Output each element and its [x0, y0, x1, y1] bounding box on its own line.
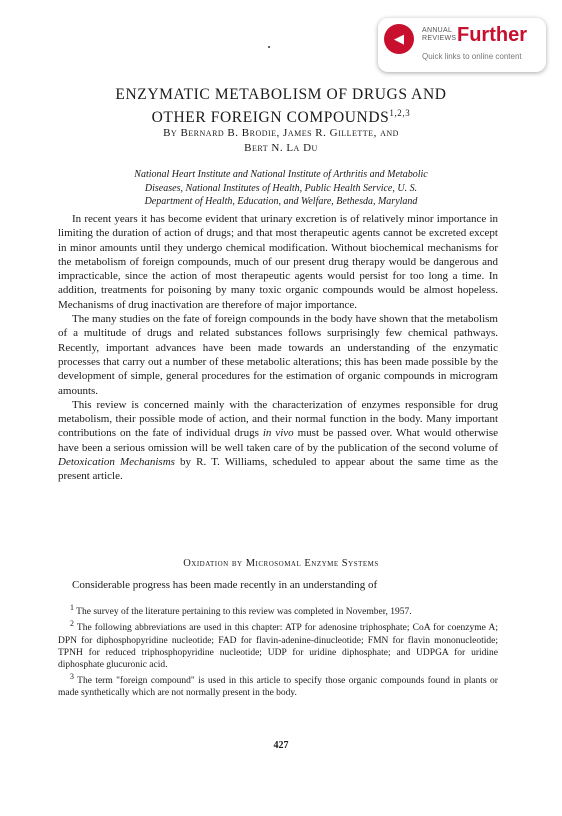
- footnote-2-mark: 2: [70, 619, 74, 629]
- footnote-1-text: The survey of the literature pertaining to this review was completed in November, 1957.: [76, 607, 412, 618]
- footnote-3: [58, 671, 498, 699]
- further-badge[interactable]: [378, 18, 546, 72]
- paragraph-3-italic-book-title: Detoxication Mechanisms: [58, 456, 175, 469]
- affiliation-line3: Department of Health, Education, and Welfare, Bethesda, Maryland: [144, 196, 418, 207]
- footnote-1-mark: 1: [70, 603, 74, 612]
- section-heading: Oxidation by Microsomal Enzyme Systems: [183, 558, 379, 569]
- affiliation: [0, 168, 562, 209]
- paragraph-3-part-a: This review is concerned mainly with the characterization of enzymes responsible for drug metabolism, their possible mode of action, and their normal function in the body. Many important contributions on the fate of individual drugs: [58, 398, 498, 440]
- article-body: [58, 212, 498, 484]
- paragraph-3: [58, 398, 498, 484]
- paragraph-3-italic-in-vivo: in vivo: [262, 427, 294, 440]
- paragraph-3-part-b: must be passed over. What would otherwise have been a serious omission will be well taken care of by the publication of the second volume of: [58, 427, 498, 454]
- badge-line2: REVIEWS: [422, 35, 457, 42]
- title-line2-text: OTHER FOREIGN COMPOUNDS: [151, 109, 390, 127]
- annual-reviews-logo-text: [422, 27, 456, 43]
- footnote-2-text: The following abbreviations are used in this chapter: ATP for adenosine triphosphate; CoA for coenzyme A; DPN for diphosphopyridine nucleotide; FAD for flavin-adenine-dinucleotide; FMN for flavin mononucleotide; TPNH for reduced triphosphopyridine nucleotide; UDP for uridine diphosphate; and UDPGA for uridine diphosphate glucuronic acid.: [58, 623, 498, 670]
- authors-line2: Bert N. La Du: [244, 142, 318, 154]
- footnote-1: [58, 602, 498, 618]
- title-line1: ENZYMATIC METABOLISM OF DRUGS AND: [115, 86, 447, 103]
- title-line2: [0, 104, 562, 127]
- badge-line1: ANNUAL: [422, 27, 453, 34]
- page-number: 427: [273, 740, 289, 751]
- badge-subtitle[interactable]: Quick links to online content: [422, 52, 522, 61]
- footnote-3-text: The term "foreign compound" is used in this article to specify those organic compounds found in plants or made synthetically which are not normally present in the body.: [58, 675, 498, 699]
- author-list: [0, 126, 562, 156]
- footnote-3-mark: 3: [70, 671, 74, 681]
- affiliation-line1: National Heart Institute and National Institute of Arthritis and Metabolic: [134, 169, 428, 180]
- paragraph-1: In recent years it has become evident that urinary excretion is of relatively minor importance in limiting the duration of action of drugs; and that most therapeutic agents cannot be excreted except in minor amounts until they undergo chemical modification. Without biochemical mechanisms for the metabolism of foreign compounds, much of our present drug therapy would be dangerous and impracticable, since the action of most therapeutic agents would persist for too long a time. In addition, treatments for poisoning by many toxic organic compounds would be almost hopeless. Mechanisms of drug inactivation are therefore of major importance.: [58, 213, 498, 311]
- authors-line1: By Bernard B. Brodie, James R. Gillette, and: [163, 127, 399, 139]
- section-first-line: Considerable progress has been made recently in an understanding of: [72, 579, 378, 591]
- article-title: [0, 86, 562, 127]
- paragraph-2: The many studies on the fate of foreign compounds in the body have shown that the metabolism of a multitude of drugs and related substances follows surprisingly few chemical pathways. Recently, important advances have been made towards an understanding of the enzymatic processes that carry out a number of these metabolic alterations; this has been made possible by the development of simple, general procedures for the estimation of organic compounds in microgram amounts.: [58, 313, 498, 397]
- play-arrow-icon[interactable]: ◀: [384, 24, 414, 54]
- affiliation-line2: Diseases, National Institutes of Health, Public Health Service, U. S.: [144, 182, 418, 194]
- stray-dot: [268, 46, 270, 48]
- further-label[interactable]: Further: [457, 24, 527, 46]
- footnote-2: [58, 618, 498, 671]
- footnotes: [58, 602, 498, 699]
- paragraph-3-part-c: by R. T. Williams, scheduled to appear about the same time as the present article.: [58, 456, 498, 483]
- title-footnote-marks: 1,2,3: [389, 108, 411, 118]
